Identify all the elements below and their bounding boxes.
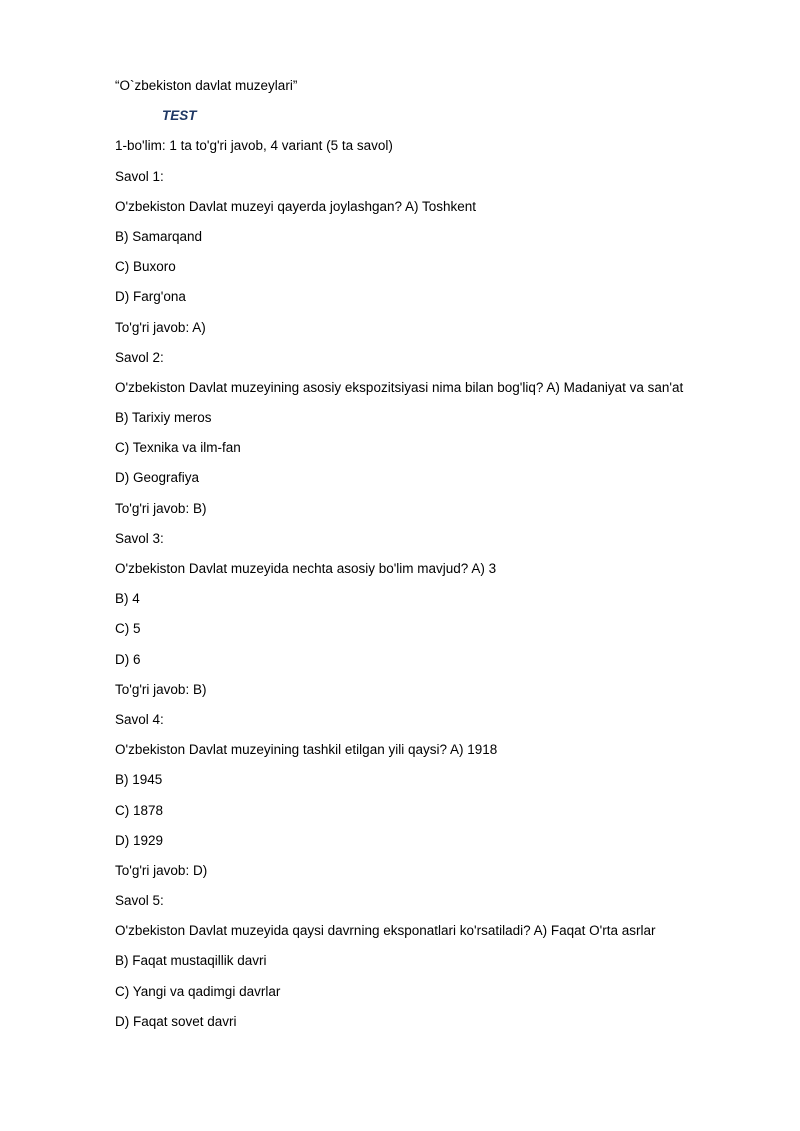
answer-option: B) Samarqand bbox=[115, 228, 203, 244]
answer-option: D) Farg'ona bbox=[115, 289, 186, 305]
answer-option: C) 1878 bbox=[115, 802, 164, 818]
document-title: “O`zbekiston davlat muzeylari” bbox=[115, 78, 298, 93]
question-block bbox=[115, 348, 755, 529]
answer-option: B) 1945 bbox=[115, 772, 163, 788]
question-block bbox=[115, 710, 755, 891]
answer-option: C) Buxoro bbox=[115, 259, 176, 275]
question-text: O'zbekiston Davlat muzeyi qayerda joylashgan? A) Toshkent bbox=[115, 198, 477, 214]
question-text: O'zbekiston Davlat muzeyida nechta asosiy bo'lim mavjud? A) 3 bbox=[115, 561, 497, 576]
question-text: O'zbekiston Davlat muzeyida qaysi davrning eksponatlari ko'rsatiladi? A) Faqat O'rta asrlar bbox=[115, 923, 656, 939]
question-label: Savol 5: bbox=[115, 893, 164, 909]
answer-option: B) Tarixiy meros bbox=[115, 410, 212, 426]
question-label: Savol 4: bbox=[115, 711, 164, 727]
question-text: O'zbekiston Davlat muzeyining tashkil etilgan yili qaysi? A) 1918 bbox=[115, 742, 498, 758]
question-label: Savol 3: bbox=[115, 530, 164, 546]
answer-option: C) 5 bbox=[115, 621, 141, 637]
question-block bbox=[115, 167, 755, 348]
correct-answer: To'g'ri javob: A) bbox=[115, 319, 206, 335]
document-content bbox=[115, 76, 755, 1042]
question-label: Savol 2: bbox=[115, 349, 164, 365]
section-heading: 1-bo'lim: 1 ta to'g'ri javob, 4 variant (5 ta savol) bbox=[115, 138, 393, 154]
question-label: Savol 1: bbox=[115, 168, 164, 184]
answer-option: C) Yangi va qadimgi davrlar bbox=[115, 983, 281, 999]
question-text: O'zbekiston Davlat muzeyining asosiy ekspozitsiyasi nima bilan bog'liq? A) Madaniyat va san'at bbox=[115, 379, 684, 395]
question-block bbox=[115, 891, 755, 1042]
answer-option: B) 4 bbox=[115, 591, 140, 607]
answer-option: D) 1929 bbox=[115, 832, 164, 848]
document-subtitle: TEST bbox=[162, 108, 197, 124]
correct-answer: To'g'ri javob: B) bbox=[115, 500, 207, 516]
correct-answer: To'g'ri javob: B) bbox=[115, 681, 207, 697]
answer-option: D) 6 bbox=[115, 651, 141, 667]
question-block bbox=[115, 529, 755, 710]
answer-option: D) Geografiya bbox=[115, 470, 200, 486]
answer-option: D) Faqat sovet davri bbox=[115, 1013, 237, 1029]
correct-answer: To'g'ri javob: D) bbox=[115, 862, 208, 878]
answer-option: C) Texnika va ilm-fan bbox=[115, 440, 241, 456]
answer-option: B) Faqat mustaqillik davri bbox=[115, 953, 267, 969]
